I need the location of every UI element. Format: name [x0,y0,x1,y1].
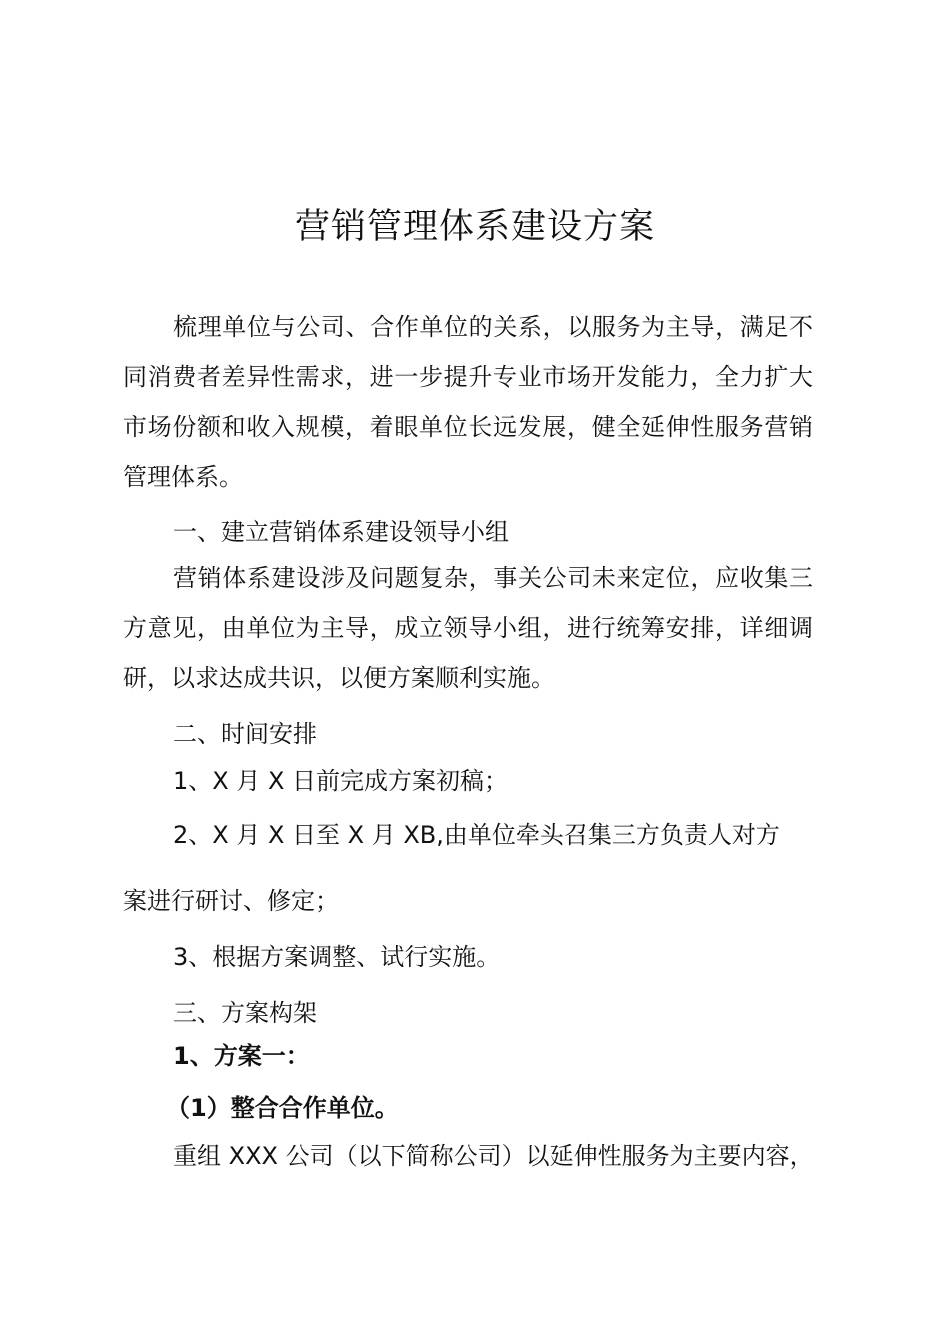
section2-item1: 1、X 月 X 日前完成方案初稿； [173,767,509,795]
section2-item2-line2: 案进行研讨、修定； [123,887,339,915]
section1-heading: 一、建立营销体系建设领导小组 [173,518,509,546]
section3-sub1-item1-body: 重组 XXX 公司（以下简称公司）以延伸性服务为主要内容， [173,1142,814,1170]
document-title: 营销管理体系建设方案 [294,207,655,247]
section2-heading: 二、时间安排 [173,720,317,748]
section3-sub1: 1、方案一： [173,1042,310,1070]
section1-body: 营销体系建设涉及问题复杂，事关公司未来定位，应收集三方意见，由单位为主导，成立领导小组，进行统筹安排，详细调研，以求达成共识，以便方案顺利实施。 [123,564,813,692]
section2-item3: 3、根据方案调整、试行实施。 [173,943,501,971]
intro-paragraph: 梳理单位与公司、合作单位的关系，以服务为主导，满足不同消费者差异性需求，进一步提升专业市场开发能力，全力扩大市场份额和收入规模，着眼单位长远发展，健全延伸性服务营销管理体系。 [123,313,813,491]
section3-sub1-item1: （1）整合合作单位。 [166,1094,399,1122]
section2-item2-line1: 2、X 月 X 日至 X 月 XB,由单位牵头召集三方负责人对方 [173,821,780,849]
section3-heading: 三、方案构架 [173,999,317,1027]
